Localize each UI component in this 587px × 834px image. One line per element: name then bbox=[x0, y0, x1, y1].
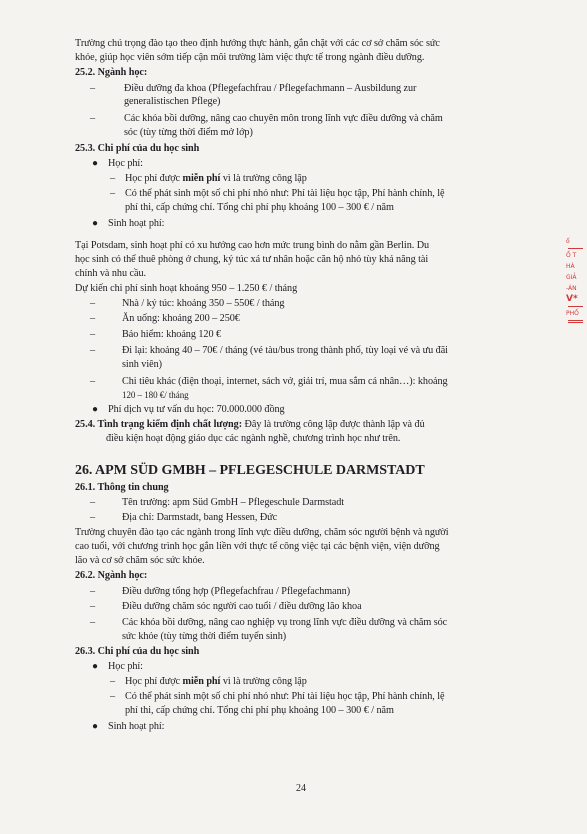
cost-line: Chi tiêu khác (điện thoại, internet, sách vở, giải trí, mua sắm cá nhân…): khoảng bbox=[122, 376, 448, 387]
stamp-bar bbox=[568, 306, 583, 307]
section-heading-26-2: 26.2. Ngành học: bbox=[75, 570, 148, 581]
para-line: học sinh có thể thuê phòng ở chung, ký túc xá tư nhân hoặc căn hộ nhỏ tùy khả năng tài bbox=[75, 254, 429, 265]
dash-marker: – bbox=[110, 188, 116, 199]
stamp-text: ố bbox=[566, 238, 570, 245]
tuition-label: Học phí: bbox=[108, 661, 143, 672]
cost-line: Đi lại: khoảng 40 – 70€ / tháng (vé tàu/bus trong thành phố, tùy loại vé và ưu đãi bbox=[122, 345, 448, 356]
stamp-text: V* bbox=[566, 294, 578, 304]
dash-marker: – bbox=[90, 376, 96, 387]
service-fee: Phí dịch vụ tư vấn du học: 70.000.000 đồng bbox=[108, 404, 285, 415]
stamp-bar bbox=[568, 322, 583, 323]
major-line: sức khỏe (tùy từng thời điểm tuyển sinh) bbox=[122, 631, 287, 642]
stamp-text: -ÁN bbox=[566, 285, 577, 292]
major-line: Các khóa bồi dưỡng, nâng cao chuyên môn trong lĩnh vực điều dưỡng và chăm bbox=[124, 113, 443, 124]
bullet-icon: ● bbox=[92, 158, 99, 169]
stamp-text: HÀ bbox=[566, 263, 575, 270]
estimate-line: Dự kiến chi phí sinh hoạt khoảng 950 – 1.250 € / tháng bbox=[75, 283, 298, 294]
para-line: Trường chú trọng đào tạo theo định hướng thực hành, gắn chặt với các cơ sở chăm sóc sức bbox=[75, 38, 440, 49]
accreditation-line: điều kiện hoạt động giáo dục các ngành nghề, chương trình học như trên. bbox=[106, 433, 401, 444]
dash-marker: – bbox=[90, 586, 96, 597]
major-line: generalistischen Pflege) bbox=[124, 96, 221, 107]
major-line: Điều dưỡng chăm sóc người cao tuổi / điều dưỡng lão khoa bbox=[122, 601, 362, 612]
accreditation-line: 25.4. Tình trạng kiểm định chất lượng: Đây là trường công lập được thành lập và đủ bbox=[75, 419, 425, 430]
dash-marker: – bbox=[90, 497, 96, 508]
cost-line: Nhà / ký túc: khoảng 350 – 550€ / tháng bbox=[122, 298, 285, 309]
dash-marker: – bbox=[90, 601, 96, 612]
dash-marker: – bbox=[90, 345, 96, 356]
extra-fee-line: phí thi, cấp chứng chỉ. Tổng chi phí phụ khoảng 100 – 300 € / năm bbox=[125, 705, 394, 716]
dash-marker: – bbox=[110, 676, 116, 687]
para-line: khỏe, giúp học viên sớm tiếp cận môi trường làm việc thực tế trong ngành điều dưỡng. bbox=[75, 52, 425, 63]
extra-fee-line: phí thi, cấp chứng chỉ. Tổng chi phí phụ khoảng 100 – 300 € / năm bbox=[125, 202, 394, 213]
dash-marker: – bbox=[90, 113, 96, 124]
section-heading-26-3: 26.3. Chi phí của du học sinh bbox=[75, 646, 200, 657]
cost-line: Bảo hiểm: khoảng 120 € bbox=[122, 329, 222, 340]
dash-marker: – bbox=[90, 512, 96, 523]
major-line: Các khóa bồi dưỡng, nâng cao nghiệp vụ trong lĩnh vực điều dưỡng và chăm sóc bbox=[122, 617, 448, 628]
cost-line: 120 – 180 €/ tháng bbox=[122, 390, 189, 400]
major-line: sóc (tùy từng thời điểm mở lớp) bbox=[124, 127, 253, 138]
stamp-text: Ố T bbox=[566, 252, 577, 259]
dash-marker: – bbox=[90, 83, 96, 94]
major-line: Điều dưỡng đa khoa (Pflegefachfrau / Pflegefachmann – Ausbildung zur bbox=[124, 83, 417, 94]
bullet-icon: ● bbox=[92, 661, 99, 672]
stamp-fragment bbox=[566, 236, 587, 324]
dash-marker: – bbox=[110, 691, 116, 702]
cost-line: sinh viên) bbox=[122, 359, 162, 370]
bullet-icon: ● bbox=[92, 404, 99, 415]
dash-marker: – bbox=[90, 617, 96, 628]
chapter-heading-26: 26. APM SÜD GMBH – PFLEGESCHULE DARMSTADT bbox=[75, 463, 425, 478]
section-heading-25-3: 25.3. Chi phí của du học sinh bbox=[75, 143, 200, 154]
cost-line: Ăn uống: khoảng 200 – 250€ bbox=[122, 313, 240, 324]
major-line: Điều dưỡng tổng hợp (Pflegefachfrau / Pflegefachmann) bbox=[122, 586, 351, 597]
stamp-bar bbox=[568, 320, 583, 321]
stamp-bar bbox=[568, 248, 583, 249]
page-number: 24 bbox=[296, 783, 306, 794]
living-label: Sinh hoạt phí: bbox=[108, 721, 165, 732]
bullet-icon: ● bbox=[92, 218, 99, 229]
bullet-icon: ● bbox=[92, 721, 99, 732]
tuition-free-line: Học phí được miễn phí vì là trường công lập bbox=[125, 173, 307, 184]
dash-marker: – bbox=[90, 313, 96, 324]
section-heading-25-2: 25.2. Ngành học: bbox=[75, 67, 148, 78]
tuition-free-line: Học phí được miễn phí vì là trường công lập bbox=[125, 676, 307, 687]
tuition-label: Học phí: bbox=[108, 158, 143, 169]
stamp-text: PHỐ bbox=[566, 310, 579, 317]
extra-fee-line: Có thể phát sinh một số chi phí nhỏ như: Phí tài liệu học tập, Phí hành chính, lệ bbox=[125, 691, 445, 702]
dash-marker: – bbox=[90, 329, 96, 340]
section-heading-26-1: 26.1. Thông tin chung bbox=[75, 482, 169, 493]
school-address: Địa chỉ: Darmstadt, bang Hessen, Đức bbox=[122, 512, 278, 523]
dash-marker: – bbox=[110, 173, 116, 184]
para-line: cao tuổi, với chương trình học gắn liền với thực tế công việc tại các bệnh viện, viện dưỡng bbox=[75, 541, 440, 552]
para-line: chính và nhu cầu. bbox=[75, 268, 147, 279]
dash-marker: – bbox=[90, 298, 96, 309]
school-name: Tên trường: apm Süd GmbH – Pflegeschule Darmstadt bbox=[122, 497, 345, 508]
extra-fee-line: Có thể phát sinh một số chi phí nhỏ như: Phí tài liệu học tập, Phí hành chính, lệ bbox=[125, 188, 445, 199]
para-line: Tại Potsdam, sinh hoạt phí có xu hướng cao hơn mức trung bình do nằm gần Berlin. Du bbox=[75, 240, 430, 251]
living-label: Sinh hoạt phí: bbox=[108, 218, 165, 229]
stamp-text: GIẢ bbox=[566, 274, 577, 281]
para-line: lão và cơ sở chăm sóc sức khỏe. bbox=[75, 555, 205, 566]
para-line: Trường chuyên đào tạo các ngành trong lĩnh vực điều dưỡng, chăm sóc người bệnh và người bbox=[75, 527, 449, 538]
